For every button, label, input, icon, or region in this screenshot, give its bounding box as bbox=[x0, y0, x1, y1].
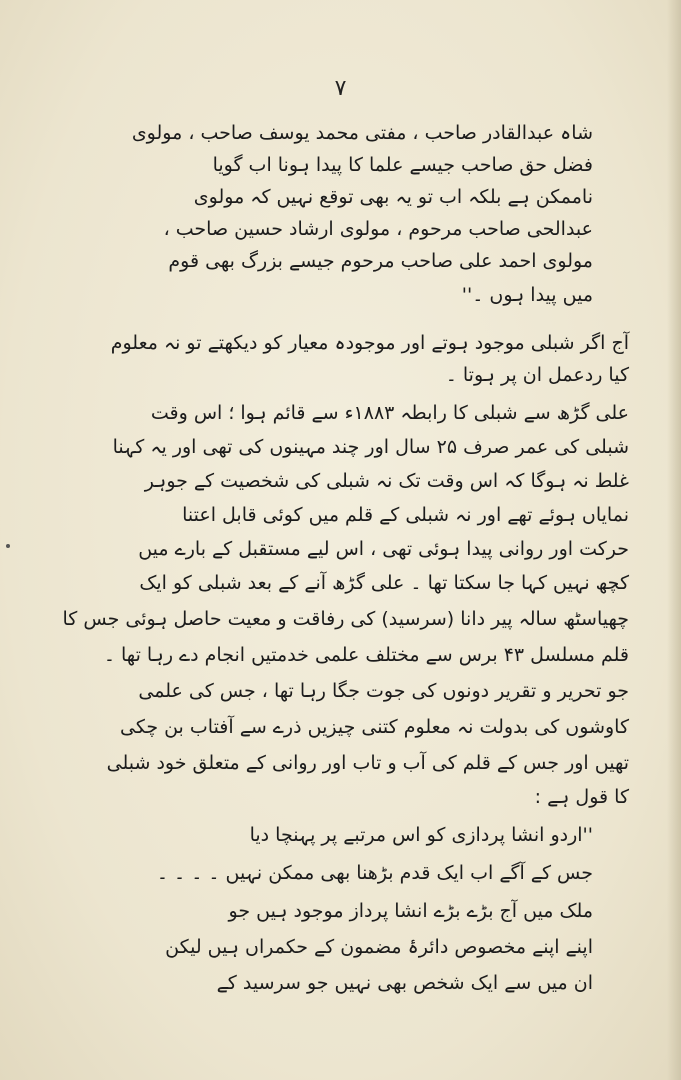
body-line-14: کا قول ہے : bbox=[534, 786, 629, 808]
body-line-3: علی گڑھ سے شبلی کا رابطہ ۱۸۸۳ء سے قائم ہوا ؛ اس وقت bbox=[150, 402, 629, 424]
quote-line-4: عبدالحی صاحب مرحوم ، مولوی ارشاد حسین صاحب ، bbox=[163, 218, 593, 240]
body-line-5: غلط نہ ہوگا کہ اس وقت تک نہ شبلی کی شخصیت کے جوہر bbox=[144, 470, 629, 492]
citation-line-1: ''اردو انشا پردازی کو اس مرتبے پر پہنچا دیا bbox=[249, 824, 593, 846]
body-line-8: کچھ نہیں کہا جا سکتا تھا ۔ علی گڑھ آنے کے بعد شبلی کو ایک bbox=[139, 572, 629, 594]
body-line-12: کاوشوں کی بدولت نہ معلوم کتنی چیزیں ذرے سے آفتاب بن چکی bbox=[119, 716, 629, 738]
body-line-4: شبلی کی عمر صرف ۲۵ سال اور چند مہینوں کی تھی اور یہ کہنا bbox=[112, 436, 629, 458]
body-line-13: تھیں اور جس کے قلم کی آب و تاب اور روانی کے متعلق خود شبلی bbox=[106, 752, 629, 774]
body-line-2: کیا ردعمل ان پر ہوتا ۔ bbox=[445, 364, 629, 386]
body-line-11: جو تحریر و تقریر دونوں کی جوت جگا رہا تھا ، جس کی علمی bbox=[138, 680, 629, 702]
quote-line-2: فضل حق صاحب جیسے علما کا پیدا ہونا اب گویا bbox=[212, 154, 593, 176]
quote-line-5: مولوی احمد علی صاحب مرحوم جیسے بزرگ بھی قوم bbox=[168, 250, 593, 272]
quote-line-1: شاہ عبدالقادر صاحب ، مفتی محمد یوسف صاحب ، مولوی bbox=[131, 122, 593, 144]
quote-line-3: ناممکن ہے بلکہ اب تو یہ بھی توقع نہیں کہ مولوی bbox=[193, 186, 593, 208]
page-fold-shadow bbox=[667, 0, 681, 1080]
body-line-9: چھیاسٹھ سالہ پیر دانا (سرسید) کی رفاقت و معیت حاصل ہوئی جس کا bbox=[62, 608, 629, 630]
body-line-7: حرکت اور روانی پیدا ہوئی تھی ، اس لیے مستقبل کے بارے میں bbox=[138, 538, 629, 560]
quote-line-6: میں پیدا ہوں ۔'' bbox=[461, 284, 593, 306]
body-line-1: آج اگر شبلی موجود ہوتے اور موجودہ معیار کو دیکھتے تو نہ معلوم bbox=[110, 332, 629, 354]
citation-line-4: اپنے اپنے مخصوص دائرۂ مضمون کے حکمراں ہیں لیکن bbox=[165, 936, 593, 958]
body-line-10: قلم مسلسل ۴۳ برس سے مختلف علمی خدمتیں انجام دے رہا تھا ۔ bbox=[103, 644, 629, 666]
page-number: ۷ bbox=[334, 76, 347, 101]
citation-line-3: ملک میں آج بڑے بڑے انشا پرداز موجود ہیں جو bbox=[228, 900, 593, 922]
margin-speck bbox=[6, 544, 10, 548]
body-line-6: نمایاں ہوئے تھے اور نہ شبلی کے قلم میں کوئی قابل اعتنا bbox=[182, 504, 629, 526]
citation-line-5: ان میں سے ایک شخص بھی نہیں جو سرسید کے bbox=[216, 972, 593, 994]
citation-line-2: جس کے آگے اب ایک قدم بڑھنا بھی ممکن نہیں ۔ ۔ ۔ ۔ bbox=[156, 862, 593, 884]
